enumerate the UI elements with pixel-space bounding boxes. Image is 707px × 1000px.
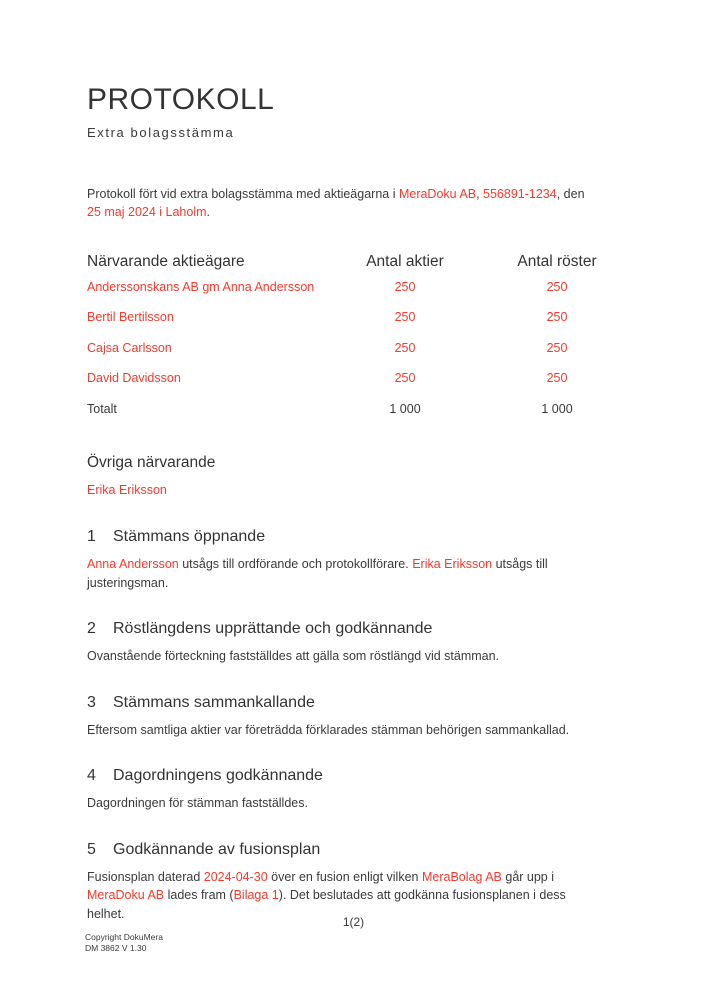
highlighted-text: MeraDoku AB [398,186,477,201]
others-present-name: Erika Eriksson [87,483,167,497]
table-row [87,310,600,341]
sections-container [87,528,600,923]
page-number: 1(2) [342,915,365,929]
page-title: PROTOKOLL [87,83,275,116]
column-header-shareholders: Närvarande aktieägare [87,252,245,270]
body-text: lades fram ( [164,888,234,902]
footer-doc-code: DM 3862 V 1.30 [85,943,147,953]
section-heading [87,841,600,859]
shareholder-name: Cajsa Carlsson [87,340,172,355]
intro-paragraph [87,185,600,222]
body-text: utsågs till ordförande och protokollförare. [178,557,413,571]
column-header-shares: Antal aktier [366,252,444,270]
others-present-heading: Övriga närvarande [87,454,216,471]
body-text: ). Det beslutades att godkänna fusionsplanen i dess helhet. [87,888,566,921]
section-body [87,647,600,666]
section-heading [87,620,600,638]
shareholder-votes: 1 000 [541,401,573,416]
body-text: , [476,186,484,201]
section-body [87,794,600,813]
page-subtitle: Extra bolagsstämma [87,124,235,140]
shareholder-votes: 250 [546,340,568,355]
section-heading [87,694,600,712]
section-title: Godkännande av fusionsplan [113,840,321,858]
section-number: 5 [87,840,96,858]
highlighted-text: MeraDoku AB [87,888,165,902]
section [87,841,600,924]
body-text: , den [556,186,585,201]
section [87,620,600,666]
section-title: Stämmans öppnande [113,528,266,545]
body-text: Ovanstående förteckning fastställdes att gälla som röstlängd vid stämman. [87,649,500,663]
highlighted-text: Erika Eriksson [412,557,493,571]
section-heading [87,528,600,546]
section-title: Röstlängdens upprättande och godkännande [113,620,433,637]
footer-copyright: Copyright DokuMera [85,932,163,942]
body-text: utsågs till justeringsman. [87,557,548,590]
shareholder-table [87,253,600,433]
section-number: 4 [87,767,96,784]
section [87,694,600,740]
column-header-votes: Antal röster [517,252,597,270]
section-title: Dagordningens godkännande [113,767,323,784]
table-row [87,341,600,372]
document-content [87,84,600,936]
table-header-row [87,253,600,271]
body-text: Protokoll fört vid extra bolagsstämma med aktieägarna i [87,186,399,201]
shareholder-shares: 1 000 [389,401,421,416]
section-number: 3 [87,693,96,711]
body-text: Dagordningen för stämman fastställdes. [87,796,308,810]
shareholder-votes: 250 [546,279,568,294]
section-body [87,721,600,740]
body-text: Fusionsplan daterad [87,869,204,884]
section [87,767,600,813]
body-text: går upp i [501,869,555,884]
section-title: Stämmans sammankallande [113,693,315,711]
highlighted-text: 25 maj 2024 i Laholm [87,205,207,219]
shareholder-votes: 250 [546,371,568,385]
section-body [87,555,600,592]
shareholder-shares: 250 [394,340,416,355]
shareholder-shares: 250 [394,310,416,324]
section-number: 2 [87,620,96,637]
shareholder-name: Totalt [87,401,117,416]
shareholder-name: David Davidsson [87,371,181,385]
body-text: . [206,205,211,219]
section-heading [87,767,600,785]
shareholder-name: Anderssonskans AB gm Anna Andersson [87,279,315,294]
shareholder-name: Bertil Bertilsson [87,310,174,324]
table-row [87,280,600,311]
body-text: Eftersom samtliga aktier var företrädda förklarades stämman behörigen sammankallad. [87,722,570,737]
table-row [87,402,600,433]
section [87,528,600,592]
shareholder-shares: 250 [394,371,416,385]
section-number: 1 [87,528,96,545]
highlighted-text: Anna Andersson [87,557,179,571]
table-body [87,280,600,433]
highlighted-text: Bilaga 1 [233,888,279,902]
highlighted-text: MeraBolag AB [421,869,502,884]
table-row [87,371,600,402]
highlighted-text: 2024-04-30 [203,869,268,884]
footer-meta [85,932,163,954]
shareholder-shares: 250 [394,279,416,294]
shareholder-votes: 250 [546,310,568,324]
body-text: över en fusion enligt vilken [267,869,422,884]
highlighted-text: 556891-1234 [483,186,557,201]
